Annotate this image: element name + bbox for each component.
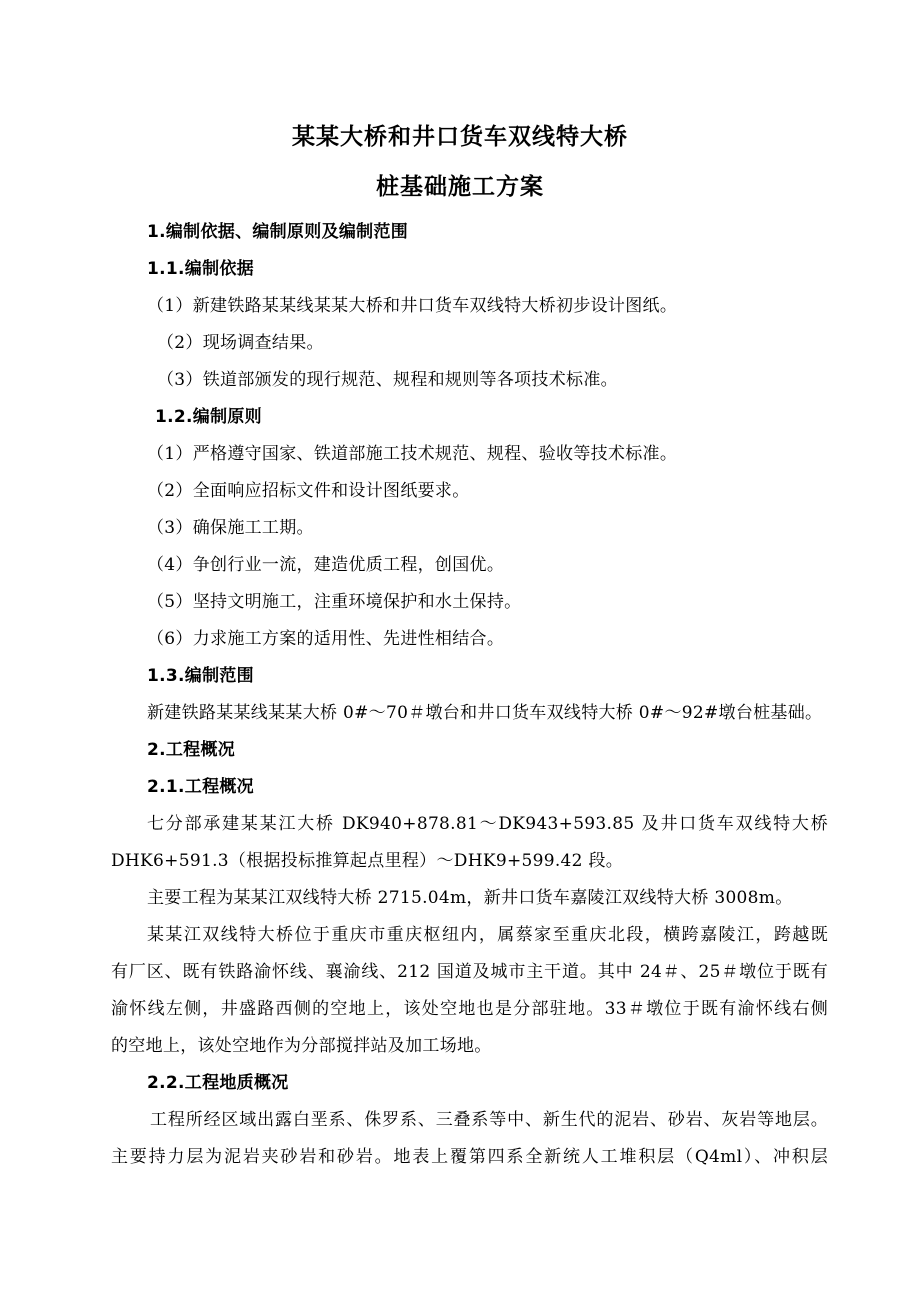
- section-2-2-paragraph-line: 工程所经区域出露白垩系、侏罗系、三叠系等中、新生代的泥岩、砂岩、灰岩等地层。: [150, 1110, 828, 1130]
- section-1-2-item: （4）争创行业一流，建造优质工程，创国优。: [147, 555, 505, 575]
- section-1-2-item: （5）坚持文明施工，注重环境保护和水土保持。: [147, 592, 522, 612]
- section-1-2-item: （6）力求施工方案的适用性、先进性相结合。: [147, 629, 505, 649]
- section-2-1-paragraph-line: 的空地上，该处空地作为分部搅拌站及加工场地。: [111, 1036, 492, 1056]
- section-2-1-paragraph: 主要工程为某某江双线特大桥 2715.04m，新井口货车嘉陵江双线特大桥 3008m。: [147, 888, 793, 908]
- document-title-line-1: 某某大桥和井口货车双线特大桥: [292, 124, 628, 150]
- section-1-2-item: （3）确保施工工期。: [147, 518, 314, 538]
- section-2-1-paragraph-line: 渝怀线左侧，井盛路西侧的空地上，该处空地也是分部驻地。33＃墩位于既有渝怀线右侧: [111, 999, 828, 1019]
- section-1-1-item: （3）铁道部颁发的现行规范、规程和规则等各项技术标准。: [157, 370, 618, 390]
- section-2-1-paragraph-line: 七分部承建某某江大桥 DK940+878.81～DK943+593.85 及井口货车双线特大桥: [147, 814, 828, 834]
- section-1-heading: 1.编制依据、编制原则及编制范围: [147, 222, 409, 242]
- section-2-1-paragraph-line: 有厂区、既有铁路渝怀线、襄渝线、212 国道及城市主干道。其中 24＃、25＃墩位于既有: [111, 962, 828, 982]
- section-1-2-heading: 1.2.编制原则: [155, 407, 262, 427]
- section-2-1-paragraph-line: DHK6+591.3（根据投标推算起点里程）～DHK9+599.42 段。: [111, 851, 624, 871]
- document-title-line-2: 桩基础施工方案: [376, 174, 544, 200]
- section-1-1-item: （2）现场调查结果。: [157, 333, 324, 353]
- section-2-heading: 2.工程概况: [147, 740, 236, 760]
- section-2-1-heading: 2.1.工程概况: [147, 777, 254, 797]
- section-1-2-item: （1）严格遵守国家、铁道部施工技术规范、规程、验收等技术标准。: [147, 444, 678, 464]
- section-1-3-heading: 1.3.编制范围: [147, 666, 254, 686]
- section-2-2-heading: 2.2.工程地质概况: [147, 1073, 289, 1093]
- section-1-3-text: 新建铁路某某线某某大桥 0#～70＃墩台和井口货车双线特大桥 0#～92#墩台桩基础。: [147, 703, 823, 723]
- section-1-1-item: （1）新建铁路某某线某某大桥和井口货车双线特大桥初步设计图纸。: [147, 296, 678, 316]
- section-1-2-item: （2）全面响应招标文件和设计图纸要求。: [147, 481, 470, 501]
- section-2-1-paragraph-line: 某某江双线特大桥位于重庆市重庆枢纽内，属蔡家至重庆北段，横跨嘉陵江，跨越既: [147, 925, 828, 945]
- section-1-1-heading: 1.1.编制依据: [147, 259, 254, 279]
- section-2-2-paragraph-line: 主要持力层为泥岩夹砂岩和砂岩。地表上覆第四系全新统人工堆积层（Q4ml）、冲积层: [111, 1147, 828, 1167]
